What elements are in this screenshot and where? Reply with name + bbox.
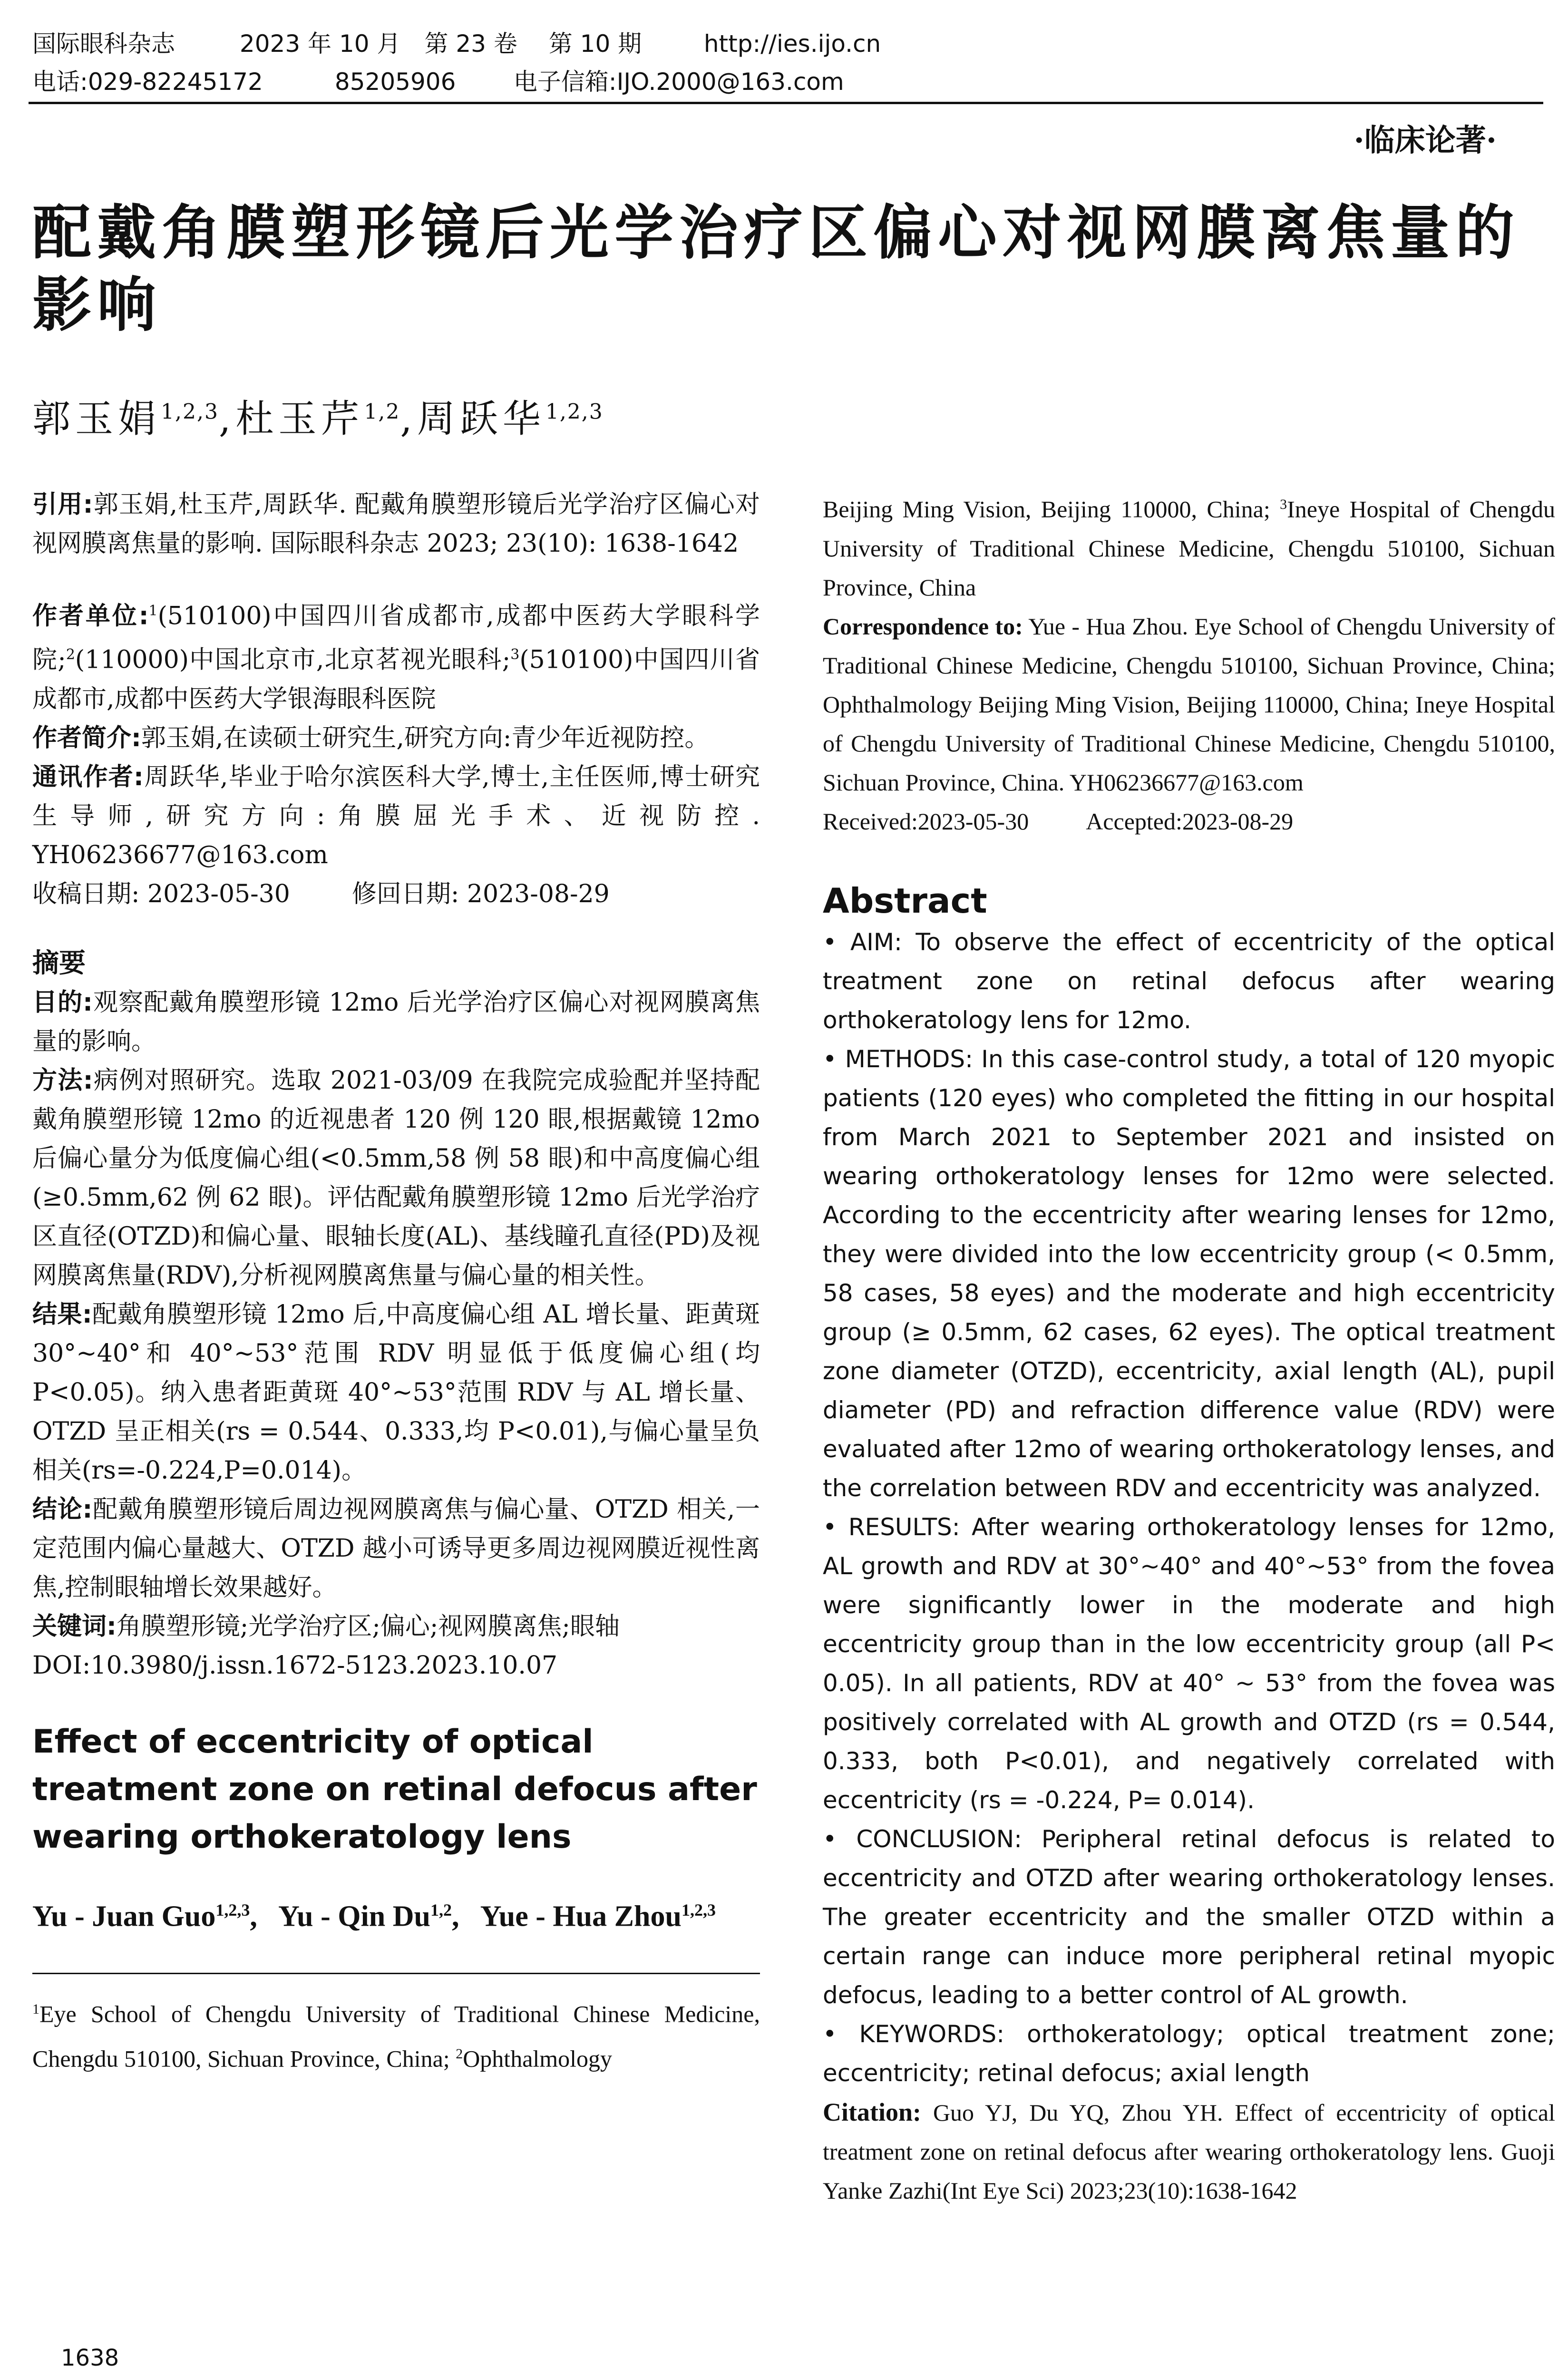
footnote-divider	[32, 1973, 760, 1974]
keywords-cn: 关键词:角膜塑形镜;光学治疗区;偏心;视网膜离焦;眼轴	[32, 1612, 620, 1641]
phone-2: 85205906	[334, 68, 456, 96]
header-rule	[29, 102, 1543, 104]
abstract-keywords-en: • KEYWORDS: orthokeratology; optical treatment zone; eccentricity; retinal defocus; axial length	[823, 2020, 1555, 2087]
abstract-methods-en: • METHODS: In this case-control study, a total of 120 myopic patients (120 eyes) who completed the fitting in our hospital from March 2021 to September 2021 and insisted on wearing orthokeratology lenses for 12mo were selected. According to the eccentricity after wearing lenses for 12mo, they were divided into the low eccentricity group (< 0.5mm, 58 cases, 58 eyes) and the moderate and high eccentricity group (≥ 0.5mm, 62 cases, 62 eyes). The optical treatment zone diameter (OTZD), eccentricity, axial length (AL), pupil diameter (PD) and refraction difference value (RDV) were evaluated after 12mo of wearing orthokeratology lenses, and the correlation between RDV and eccentricity was analyzed.	[823, 1045, 1555, 1502]
dates-en: Received:2023-05-30 Accepted:2023-08-29	[823, 808, 1294, 835]
abstract-conclusion-cn: 结论:配戴角膜塑形镜后周边视网膜离焦与偏心量、OTZD 相关,一定范围内偏心量越大、OTZD 越小可诱导更多周边视网膜近视性离焦,控制眼轴增长效果越好。	[32, 1495, 760, 1602]
authors-cn: 郭玉娟$^{1,2,3}$,杜玉芹$^{1,2}$,周跃华$^{1,2,3}$	[32, 397, 604, 441]
author-en-1: Yu - Juan Guo	[32, 1900, 216, 1933]
author-2-aff: 1,2	[364, 399, 400, 424]
doi: DOI:10.3980/j.issn.1672-5123.2023.10.07	[32, 1651, 558, 1680]
journal-name: 国际眼科杂志	[32, 30, 175, 58]
right-column	[823, 485, 1555, 2210]
author-1: 郭玉娟	[32, 397, 161, 441]
header-line-2	[32, 63, 1545, 101]
correspondence-en: Correspondence to: Yue - Hua Zhou. Eye School of Chengdu University of Traditional Chinese Medicine, Chengdu 510100, Sichuan Province, China; Ophthalmology Beijing Ming Vision, Beijing 110000, China; Ineye Hospital of Chengdu University of Traditional Chinese Medicine, Chengdu 510100, Sichuan Province, China. YH06236677@163.com	[823, 613, 1555, 796]
citation-en: Citation: Guo YJ, Du YQ, Zhou YH. Effect of eccentricity of optical treatment zone on retinal defocus after wearing orthokeratology lens. Guoji Yanke Zazhi(Int Eye Sci) 2023;23(10):1638-1642	[823, 2097, 1556, 2204]
author-en-3: Yue - Hua Zhou	[480, 1900, 682, 1933]
affiliations-en: $^1$Eye School of Chengdu University of Traditional Chinese Medicine, Chengdu 510100, Sichuan Province, China; $^2$Ophthalmology	[32, 2000, 760, 2072]
author-3-aff: 1,2,3	[545, 399, 604, 424]
author-bio: 作者简介:郭玉娟,在读硕士研究生,研究方向:青少年近视防控。	[32, 723, 710, 752]
abstract-results-en: • RESULTS: After wearing orthokeratology lenses for 12mo, AL growth and RDV at 30°~40° and 40°~53° from the fovea were significantly lower in the moderate and high eccentricity group than in the low eccentricity group (all P< 0.05). In all patients, RDV at 40° ~ 53° from the fovea was positively correlated with AL growth and OTZD (rs = 0.544, 0.333, both P<0.01), and negatively correlated with eccentricity (rs = -0.224, P= 0.014).	[823, 1513, 1555, 1814]
author-3: 周跃华	[417, 397, 545, 441]
authors-en: Yu - Juan Guo$^{1,2,3}$, Yu - Qin Du$^{1,2}$, Yue - Hua Zhou$^{1,2,3}$	[32, 1900, 716, 1933]
header-line-1	[32, 25, 1545, 63]
journal-header	[32, 25, 1545, 101]
phone: 电话:029-82245172	[32, 68, 263, 96]
left-column	[32, 485, 760, 2103]
article-title-cn: 配戴角膜塑形镜后光学治疗区偏心对视网膜离焦量的影响	[32, 199, 1520, 340]
citation-cn: 引用:郭玉娟,杜玉芹,周跃华. 配戴角膜塑形镜后光学治疗区偏心对视网膜离焦量的影响. 国际眼科杂志 2023; 23(10): 1638-1642	[32, 490, 760, 558]
abstract-results-cn: 结果:配戴角膜塑形镜 12mo 后,中高度偏心组 AL 增长量、距黄斑 30°~40°和 40°~53°范围 RDV 明显低于低度偏心组(均 P<0.05)。纳入患者距黄斑 40°~53°范围 RDV 与 AL 增长量、OTZD 呈正相关(rs = 0.544、0.333,均 P<0.01),与偏心量呈负相关(rs=-0.224,P=0.014)。	[32, 1300, 760, 1485]
author-2: 杜玉芹	[235, 397, 364, 441]
abstract-cn-title: 摘要	[32, 947, 86, 979]
article-title-en: Effect of eccentricity of optical treatment zone on retinal defocus after wearing orthokeratology lens	[32, 1723, 757, 1856]
email: 电子信箱:IJO.2000@163.com	[513, 68, 844, 96]
abstract-aim-en: • AIM: To observe the effect of eccentricity of the optical treatment zone on retinal defocus after wearing orthokeratology lens for 12mo.	[823, 928, 1555, 1034]
issue-info: 2023 年 10 月 第 23 卷 第 10 期	[239, 30, 642, 58]
affiliations-en-cont: Beijing Ming Vision, Beijing 110000, China; $^3$Ineye Hospital of Chengdu University of Traditional Chinese Medicine, Chengdu 510100, Sichuan Province, China	[823, 496, 1555, 601]
abstract-aim-cn: 目的:观察配戴角膜塑形镜 12mo 后光学治疗区偏心对视网膜离焦量的影响。	[32, 988, 760, 1056]
section-tag: ·临床论著·	[1354, 123, 1497, 158]
page-number: 1638	[61, 2345, 119, 2371]
dates-cn: 收稿日期: 2023-05-30 修回日期: 2023-08-29	[32, 879, 610, 908]
author-1-aff: 1,2,3	[161, 399, 219, 424]
abstract-conclusion-en: • CONCLUSION: Peripheral retinal defocus is related to eccentricity and OTZD after wearing orthokeratology lenses. The greater eccentricity and the smaller OTZD within a certain range can induce more peripheral retinal myopic defocus, leading to a better control of AL growth.	[823, 1825, 1555, 2009]
abstract-methods-cn: 方法:病例对照研究。选取 2021-03/09 在我院完成验配并坚持配戴角膜塑形镜 12mo 的近视患者 120 例 120 眼,根据戴镜 12mo 后偏心量分为低度偏心组(<0.5mm,58 例 58 眼)和中高度偏心组(≥0.5mm,62 例 62 眼)。评估配戴角膜塑形镜 12mo 后光学治疗区直径(OTZD)和偏心量、眼轴长度(AL)、基线瞳孔直径(PD)及视网膜离焦量(RDV),分析视网膜离焦量与偏心量的相关性。	[32, 1066, 760, 1290]
abstract-title-en: Abstract	[823, 880, 987, 921]
author-en-2: Yu - Qin Du	[278, 1900, 430, 1933]
affiliations-cn: 作者单位:$^1$(510100)中国四川省成都市,成都中医药大学眼科学院;$^2$(110000)中国北京市,北京茗视光眼科;$^3$(510100)中国四川省成都市,成都中医药大学银海眼科医院	[32, 602, 760, 713]
journal-url: http://ies.ijo.cn	[703, 30, 881, 58]
corresponding-author-cn: 通讯作者:周跃华,毕业于哈尔滨医科大学,博士,主任医师,博士研究生导师,研究方向:角膜屈光手术、近视防控. YH06236677@163.com	[32, 762, 760, 869]
